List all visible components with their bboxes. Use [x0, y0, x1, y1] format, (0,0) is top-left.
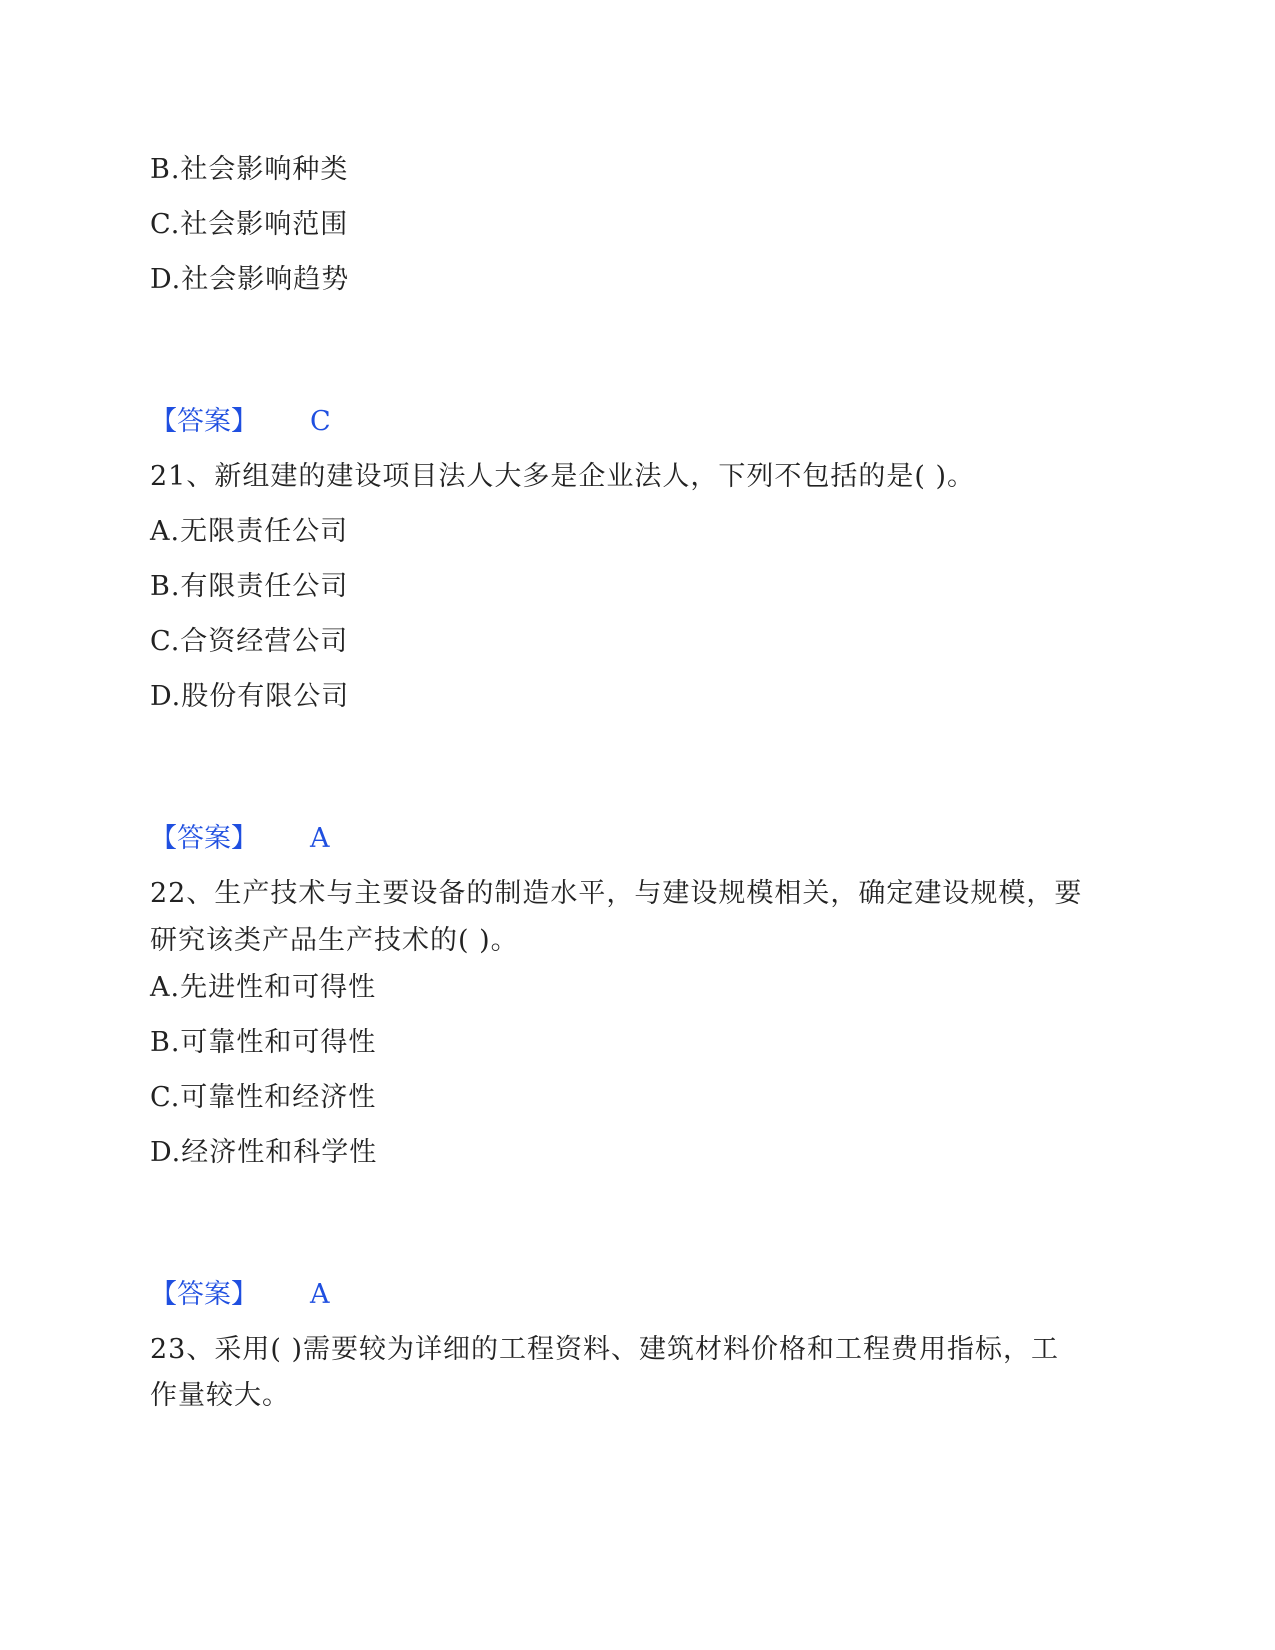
- q20-answer-label: 【答案】: [150, 406, 258, 437]
- q22-answer-label: 【答案】: [150, 1279, 258, 1310]
- q21-stem: 21、新组建的建设项目法人大多是企业法人，下列不包括的是( )。: [150, 461, 976, 492]
- q22-answer-value: A: [310, 1279, 330, 1310]
- q21-option-d: D.股份有限公司: [150, 681, 350, 712]
- q20-option-d: D.社会影响趋势: [150, 264, 350, 295]
- q20-option-c: C.社会影响范围: [150, 209, 349, 240]
- q22-answer-row: [150, 1271, 550, 1319]
- q20-answer-value: C: [310, 406, 331, 437]
- q21-answer-value: A: [310, 823, 330, 854]
- q20-answer-row: [150, 398, 550, 446]
- q22-option-a: A.先进性和可得性: [150, 972, 377, 1003]
- q21-answer-row: [150, 815, 550, 863]
- q21-option-b: B.有限责任公司: [150, 571, 349, 602]
- q23-stem-line2: 作量较大。: [150, 1380, 290, 1411]
- q21-option-c: C.合资经营公司: [150, 626, 349, 657]
- q22-option-b: B.可靠性和可得性: [150, 1027, 377, 1058]
- q21-option-a: A.无限责任公司: [150, 516, 349, 547]
- q23-stem-line1: 23、采用( )需要较为详细的工程资料、建筑材料价格和工程费用指标，工: [150, 1334, 1060, 1365]
- q22-option-d: D.经济性和科学性: [150, 1137, 378, 1168]
- q22-option-c: C.可靠性和经济性: [150, 1082, 377, 1113]
- q21-answer-label: 【答案】: [150, 823, 258, 854]
- q20-option-b: B.社会影响种类: [150, 154, 349, 185]
- q22-stem-line2: 研究该类产品生产技术的( )。: [150, 925, 519, 956]
- q22-stem-line1: 22、生产技术与主要设备的制造水平，与建设规模相关，确定建设规模，要: [150, 878, 1083, 909]
